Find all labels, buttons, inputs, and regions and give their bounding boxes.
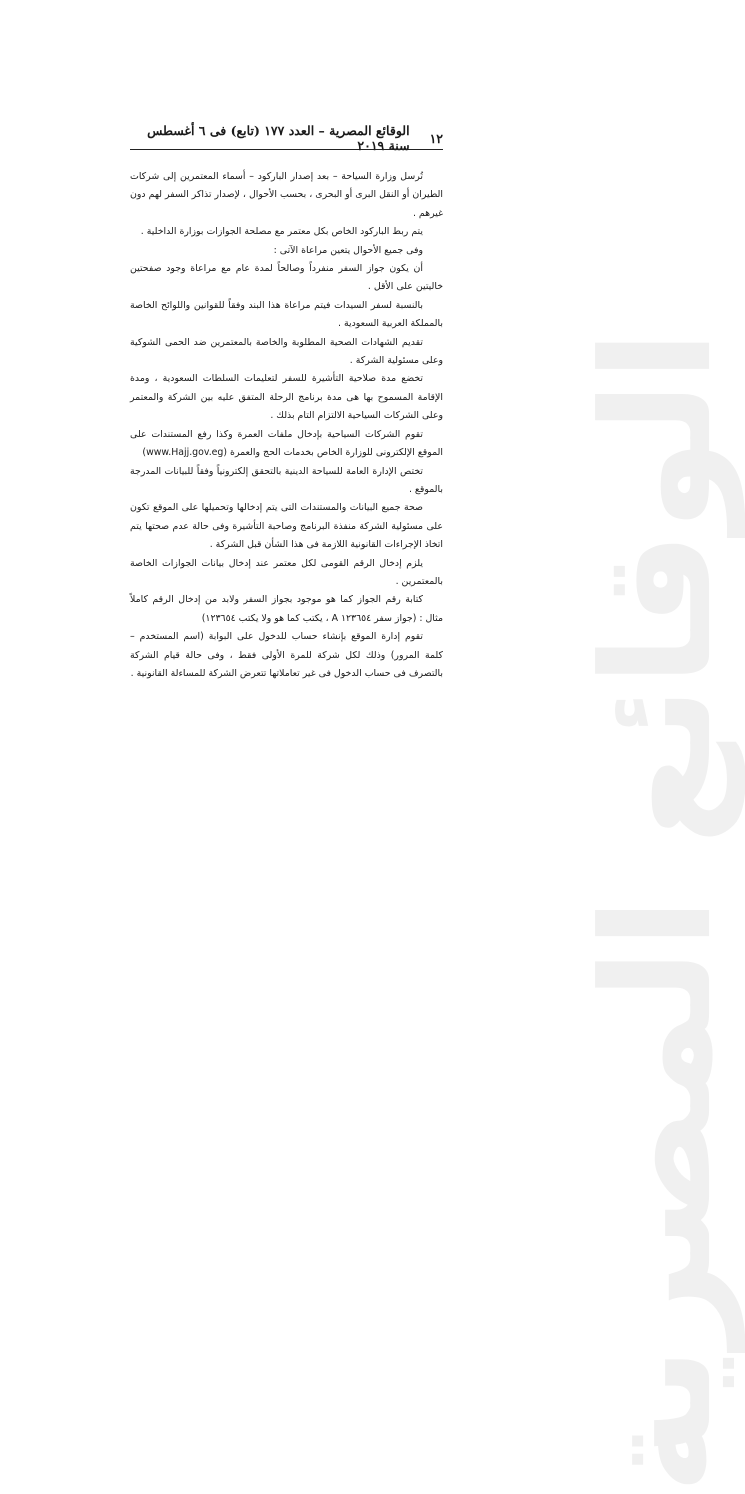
watermark-logo: الوقائع المصرية	[571, 330, 745, 1494]
paragraph: يتم ربط الباركود الخاص بكل معتمر مع مصلحة الجوازات بوزارة الداخلية .	[140, 226, 423, 238]
document-body	[130, 168, 443, 683]
page-header	[130, 123, 443, 153]
watermark	[435, 330, 745, 1494]
paragraph: أن يكون جواز السفر منفرداً وصالحاً لمدة عام مع مراعاة وجود صفحتين خاليتين على الأقل .	[130, 263, 443, 293]
paragraph: كتابة رقم الجواز كما هو موجود بجواز السفر ولابد من إدخال الرقم كاملاً مثال : (جواز سفر ١٢٣٦٥٤ A ، يكتب كما هو ولا يكتب ١٢٣٦٥٤)	[130, 594, 443, 624]
header-title: الوقائع المصرية – العدد ١٧٧ (تابع) فى ٦ أغسطس سنة ٢٠١٩	[147, 123, 410, 153]
header-rule	[130, 149, 443, 150]
paragraph: تقوم الشركات السياحية بإدخال ملفات العمرة وكذا رفع المستندات على الموقع الإلكترونى للوزارة الخاص بخدمات الحج والعمرة (www.Hajj.gov.eg)	[130, 428, 443, 459]
paragraph: بالنسبة لسفر السيدات فيتم مراعاة هذا البند وفقاً للقوانين واللوائح الخاصة بالمملكة العربية السعودية .	[130, 299, 443, 330]
paragraph: صحة جميع البيانات والمستندات التى يتم إدخالها وتحميلها على الموقع تكون على مسئولية الشركة منفذة البرنامج وصاحبة التأشيرة وفى حالة عدم صحتها يتم اتخاذ الإجراءات القانونية اللازمة فى هذا الشأن قبل الشركة .	[130, 502, 443, 551]
paragraph: يلزم إدخال الرقم القومى لكل معتمر عند إدخال بيانات الجوازات الخاصة بالمعتمرين .	[130, 557, 443, 587]
paragraph: وفى جميع الأحوال يتعين مراعاة الآتى :	[273, 244, 423, 256]
paragraph: تقديم الشهادات الصحية المطلوبة والخاصة بالمعتمرين ضد الحمى الشوكية وعلى مسئولية الشركة .	[130, 336, 443, 367]
page-number: ١٢	[429, 130, 443, 146]
paragraph: تقوم إدارة الموقع بإنشاء حساب للدخول على البوابة (اسم المستخدم – كلمة المرور) وذلك لكل شركة للمرة الأولى فقط ، وفى حالة قيام الشركة بالتصرف فى حساب الدخول فى غير تعاملاتها تتعرض الشركة للمساءلة القانونية .	[130, 631, 443, 679]
paragraph: تُرسل وزارة السياحة – بعد إصدار الباركود – أسماء المعتمرين إلى شركات الطيران أو النقل البرى أو البحرى ، بحسب الأحوال ، لإصدار تذاكر السفر لهم دون غيرهم .	[130, 171, 443, 219]
paragraph: تخضع مدة صلاحية التأشيرة للسفر لتعليمات السلطات السعودية ، ومدة الإقامة المسموح بها هى مدة برنامج الرحلة المتفق عليه بين الشركة والمعتمر وعلى الشركات السياحية الالتزام التام بذلك .	[130, 373, 443, 422]
paragraph: تختص الإدارة العامة للسياحة الدينية بالتحقق إلكترونياً وفقاً للبيانات المدرجة بالموقع .	[130, 465, 443, 495]
